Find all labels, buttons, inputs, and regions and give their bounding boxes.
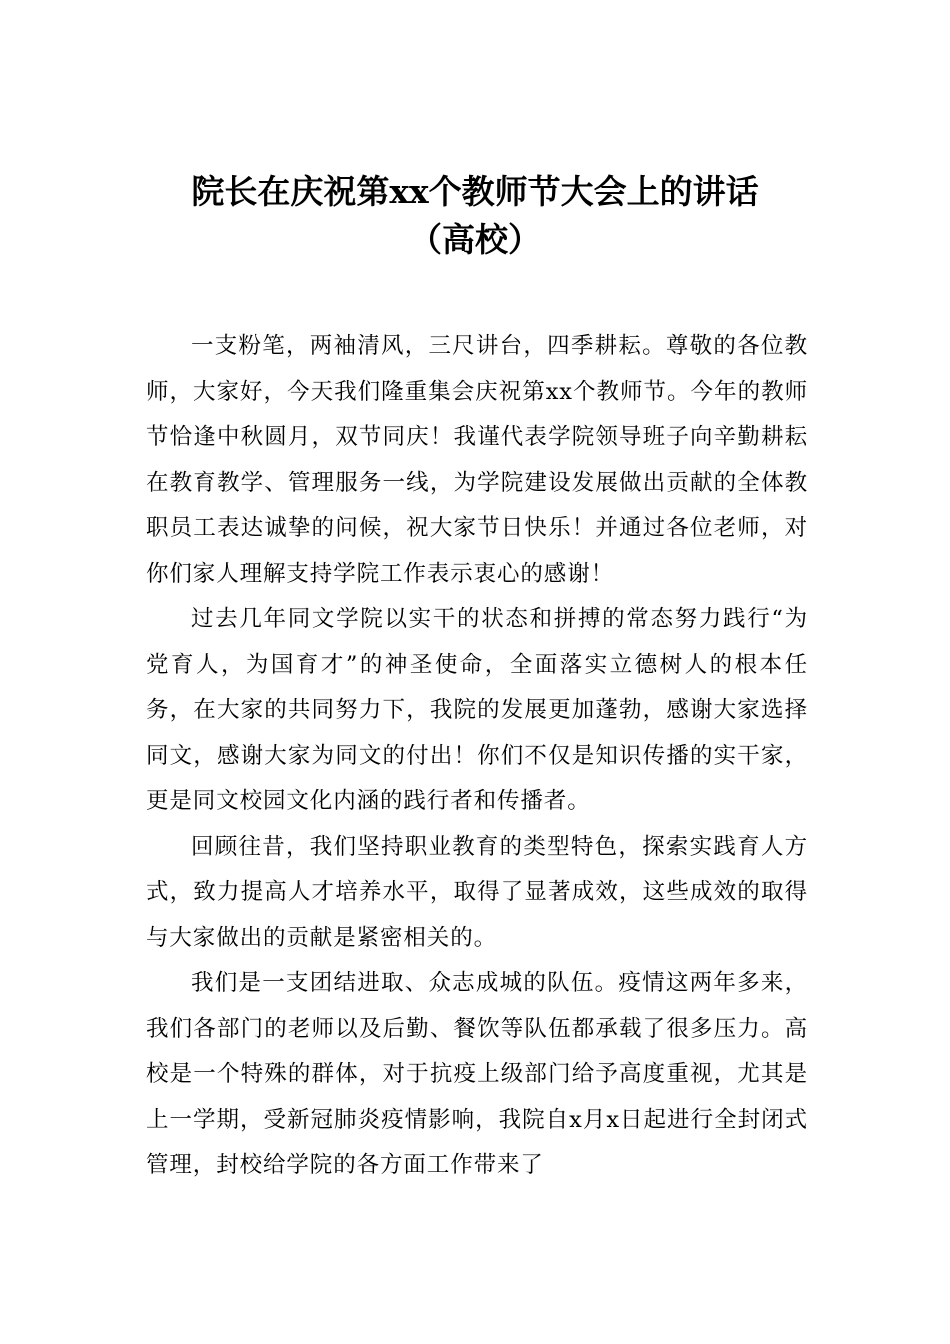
paragraph-4: 我们是一支团结进取、众志成城的队伍。疫情这两年多来，我们各部门的老师以及后勤、餐饮等队伍都承载了很多压力。高校是一个特殊的群体，对于抗疫上级部门给予高度重视，尤其是上一学期，受新冠肺炎疫情影响，我院自x月x日起进行全封闭式管理，封校给学院的各方面工作带来了 [146, 970, 808, 1178]
paragraph-2: 过去几年同文学院以实干的状态和拼搏的常态努力践行“为党育人，为国育才”的神圣使命，全面落实立德树人的根本任务，在大家的共同努力下，我院的发展更加蓬勃，感谢大家选择同文，感谢大家为同文的付出！你们不仅是知识传播的实干家，更是同文校园文化内涵的践行者和传播者。 [146, 606, 808, 814]
document-title [0, 168, 950, 264]
paragraph-1: 一支粉笔，两袖清风，三尺讲台，四季耕耘。尊敬的各位教师，大家好，今天我们隆重集会庆祝第xx个教师节。今年的教师节恰逢中秋圆月，双节同庆！我谨代表学院领导班子向辛勤耕耘在教育教学、管理服务一线，为学院建设发展做出贡献的全体教职员工表达诚挚的问候，祝大家节日快乐！并通过各位老师，对你们家人理解支持学院工作表示衷心的感谢！ [146, 333, 808, 587]
document-body [146, 324, 808, 1189]
title-line-main: 院长在庆祝第xx个教师节大会上的讲话 [191, 172, 759, 211]
paragraph-3: 回顾往昔，我们坚持职业教育的类型特色，探索实践育人方式，致力提高人才培养水平，取得了显著成效，这些成效的取得与大家做出的贡献是紧密相关的。 [146, 833, 808, 951]
title-line-subtitle: （高校） [409, 220, 541, 259]
